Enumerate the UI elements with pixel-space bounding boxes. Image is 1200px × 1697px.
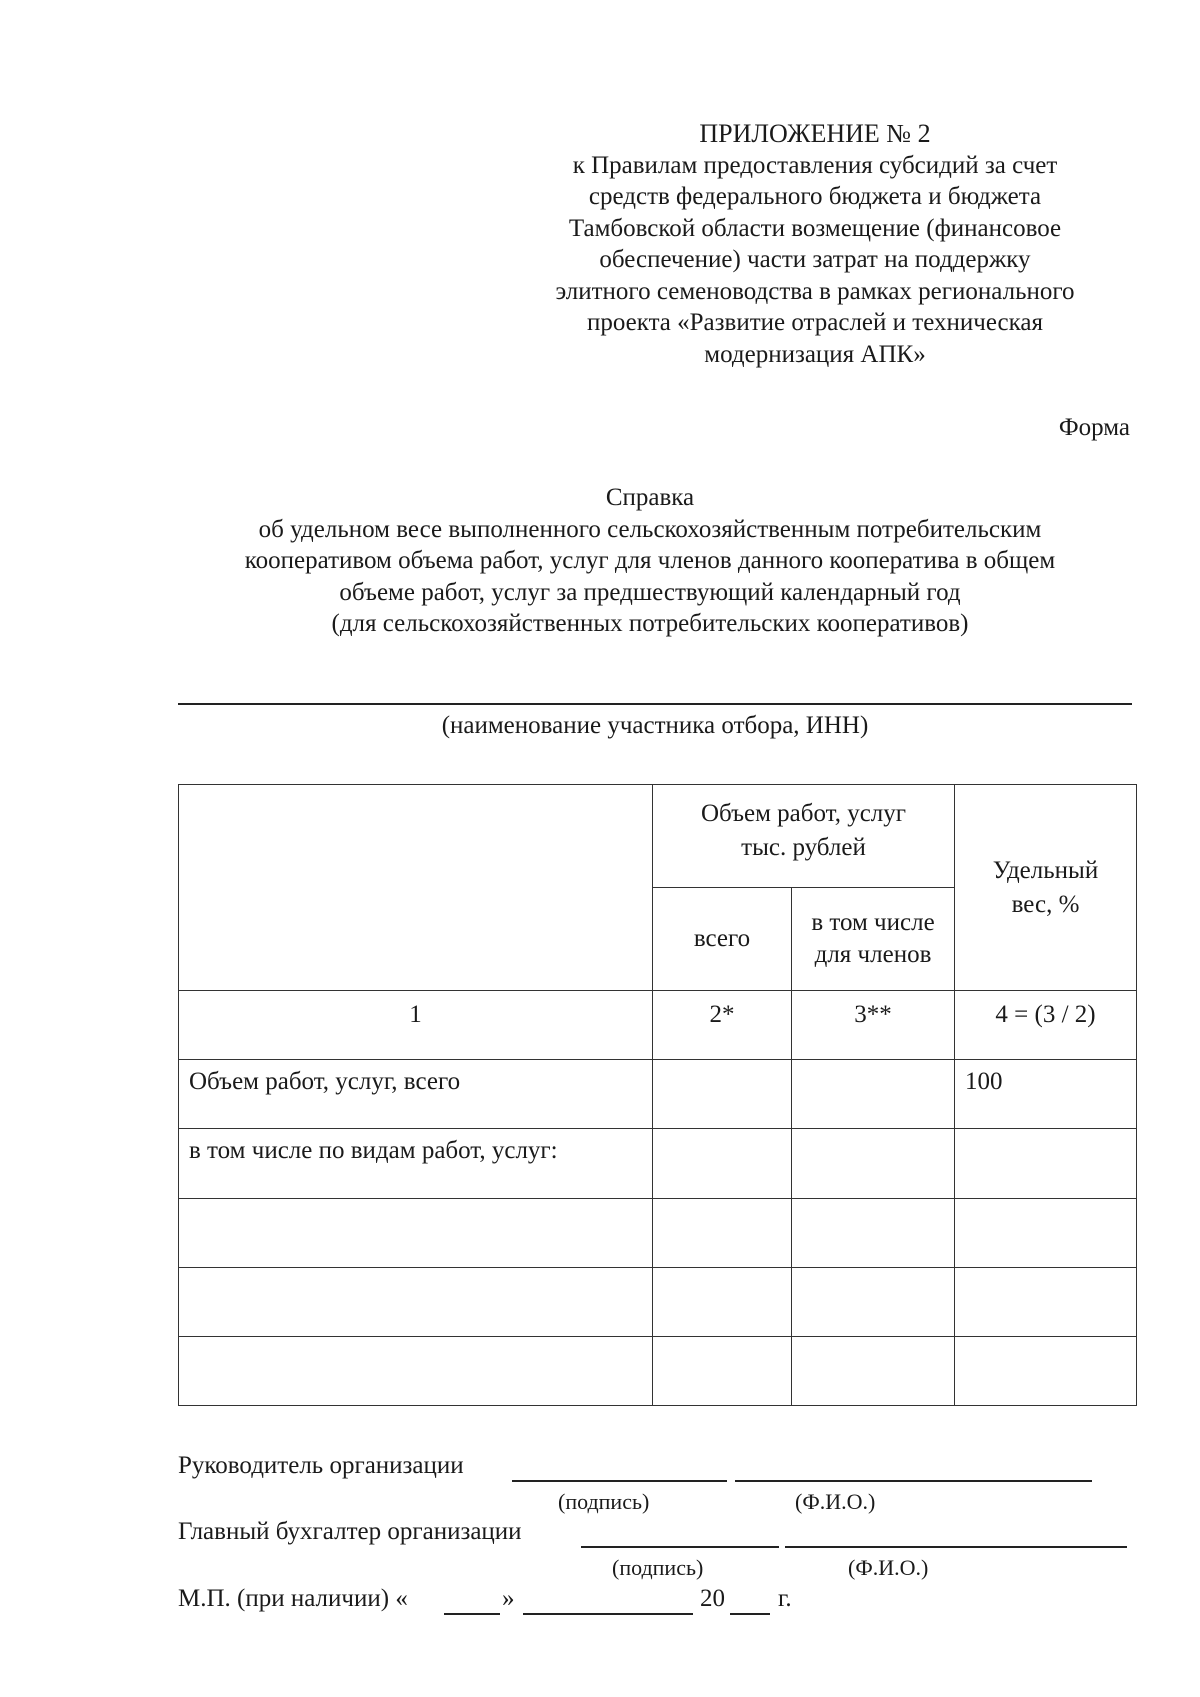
weight-cell[interactable] <box>955 1129 1137 1199</box>
month-field[interactable] <box>523 1613 693 1615</box>
accountant-fio-caption: (Ф.И.О.) <box>848 1555 929 1580</box>
members-cell[interactable] <box>792 1060 955 1129</box>
table-row <box>179 1337 1137 1406</box>
total-cell[interactable] <box>653 1129 792 1199</box>
table-row <box>179 1129 1137 1199</box>
members-cell[interactable] <box>792 1268 955 1337</box>
appendix-block <box>515 118 1115 370</box>
accountant-label: Главный бухгалтер организации <box>178 1518 522 1545</box>
head-fio-field[interactable] <box>735 1480 1092 1482</box>
weight-cell[interactable] <box>955 1337 1137 1406</box>
col-number: 1 <box>179 991 653 1060</box>
header-weight: Удельный вес, % <box>955 785 1137 991</box>
stamp-label: М.П. (при наличии) « <box>178 1585 408 1612</box>
appendix-line: элитного семеноводства в рамках регионального <box>555 277 1075 305</box>
volume-table <box>178 784 1137 1406</box>
participant-caption: (наименование участника отбора, ИНН) <box>441 712 869 739</box>
accountant-signature-caption: (подпись) <box>612 1555 704 1580</box>
row-label[interactable] <box>179 1268 653 1337</box>
appendix-line: к Правилам предоставления субсидий за счет <box>572 151 1058 179</box>
form-label: Форма <box>1058 414 1130 441</box>
total-cell[interactable] <box>653 1337 792 1406</box>
document-subtitle-line: объеме работ, услуг за предшествующий календарный год <box>339 578 961 606</box>
members-cell[interactable] <box>792 1199 955 1268</box>
appendix-heading: ПРИЛОЖЕНИЕ № 2 <box>699 119 931 148</box>
document-subtitle-line: кооперативом объема работ, услуг для членов данного кооператива в общем <box>244 547 1056 574</box>
total-cell[interactable] <box>653 1268 792 1337</box>
col-number: 4 = (3 / 2) <box>955 991 1137 1060</box>
close-quote: » <box>502 1585 515 1612</box>
head-signature-field[interactable] <box>512 1480 727 1482</box>
head-signature-caption: (подпись) <box>558 1489 650 1514</box>
document-title-block <box>150 482 1150 640</box>
members-cell[interactable] <box>792 1337 955 1406</box>
head-label: Руководитель организации <box>178 1452 464 1479</box>
total-cell[interactable] <box>653 1060 792 1129</box>
members-cell[interactable] <box>792 1129 955 1199</box>
weight-cell[interactable] <box>955 1268 1137 1337</box>
document-title: Справка <box>605 484 695 511</box>
document-subtitle-line: (для сельскохозяйственных потребительских кооперативов) <box>331 610 969 637</box>
col-number: 2* <box>653 991 792 1060</box>
row-label[interactable] <box>179 1199 653 1268</box>
row-label[interactable] <box>179 1337 653 1406</box>
year-field[interactable] <box>730 1613 770 1615</box>
header-volume: Объем работ, услуг тыс. рублей <box>653 785 955 888</box>
document-subtitle-line: об удельном весе выполненного сельскохозяйственным потребительским <box>258 515 1042 543</box>
appendix-line: модернизация АПК» <box>704 340 926 368</box>
header-members: в том числе для членов <box>792 888 955 991</box>
accountant-fio-field[interactable] <box>785 1546 1127 1548</box>
participant-name-field[interactable] <box>178 703 1132 705</box>
total-cell[interactable] <box>653 1199 792 1268</box>
header-empty-cell <box>179 785 653 991</box>
weight-cell[interactable]: 100 <box>955 1060 1137 1129</box>
appendix-line: обеспечение) части затрат на поддержку <box>599 246 1031 273</box>
head-fio-caption: (Ф.И.О.) <box>795 1489 876 1514</box>
weight-cell[interactable] <box>955 1199 1137 1268</box>
day-field[interactable] <box>444 1613 500 1615</box>
row-label: Объем работ, услуг, всего <box>179 1060 653 1129</box>
column-number-row <box>179 991 1137 1060</box>
year-prefix: 20 <box>700 1585 725 1612</box>
table-row <box>179 1268 1137 1337</box>
row-label: в том числе по видам работ, услуг: <box>179 1129 653 1199</box>
header-total: всего <box>653 888 792 991</box>
appendix-line: Тамбовской области возмещение (финансовое <box>568 214 1062 242</box>
appendix-line: проекта «Развитие отраслей и техническая <box>586 309 1043 336</box>
year-suffix: г. <box>778 1585 792 1612</box>
table-row <box>179 1060 1137 1129</box>
appendix-line: средств федерального бюджета и бюджета <box>588 183 1042 210</box>
col-number: 3** <box>792 991 955 1060</box>
accountant-signature-field[interactable] <box>581 1546 779 1548</box>
table-row <box>179 1199 1137 1268</box>
